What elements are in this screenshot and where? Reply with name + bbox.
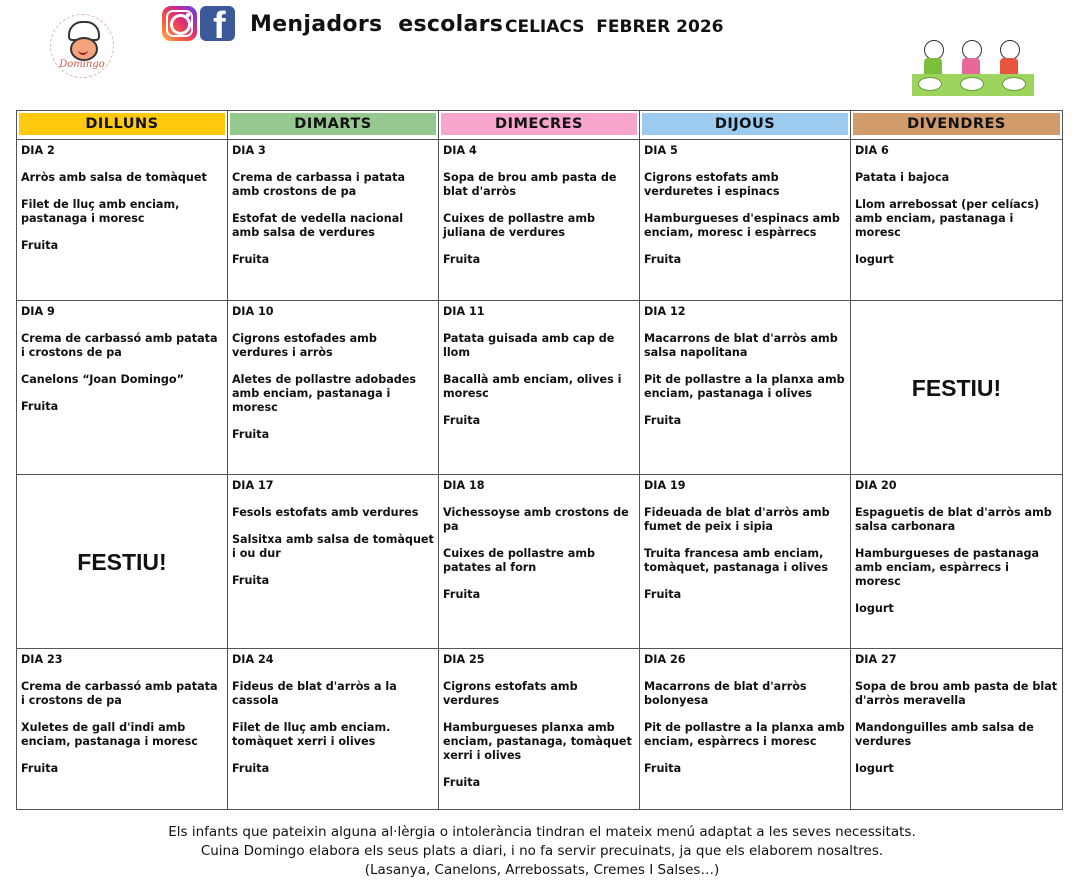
- dish-item: Fruita: [232, 762, 270, 775]
- chef-logo-icon: [50, 14, 114, 78]
- logo-text: Domingo: [59, 59, 105, 70]
- dish-item: Fruita: [21, 400, 59, 413]
- dish-item: Fruita: [644, 253, 682, 266]
- weekday-header-dimarts: DIMARTS: [230, 113, 436, 135]
- day-cell: [17, 649, 228, 810]
- dish-item: Cuixes de pollastre amb patates al forn: [443, 547, 595, 574]
- week-row: [17, 301, 1063, 475]
- day-cell-content: [228, 649, 438, 809]
- day-number: DIA 6: [855, 144, 889, 157]
- footer-line-cooking: Cuina Domingo elabora els seus plats a diari, i no fa servir precuinats, ja que els elaborem nosaltres.: [200, 843, 884, 859]
- day-cell: [439, 301, 640, 475]
- day-cell-content: [228, 140, 438, 300]
- day-cell: [228, 140, 439, 301]
- dish-item: Fruita: [644, 588, 682, 601]
- dish-item: Truita francesa amb enciam, tomàquet, pastanaga i olives: [644, 547, 828, 574]
- day-number: DIA 18: [443, 479, 485, 492]
- dish-item: Fideuada de blat d'arròs amb fumet de peix i sipia: [644, 506, 830, 533]
- day-cell-content: [640, 649, 850, 809]
- week-row: [17, 475, 1063, 649]
- facebook-icon[interactable]: f: [200, 6, 235, 41]
- day-cell-content: [17, 649, 227, 809]
- instagram-icon[interactable]: [162, 6, 197, 41]
- day-cell-content: [851, 475, 1062, 648]
- weekday-header-dimecres: DIMECRES: [441, 113, 637, 135]
- weekday-header-divendres: DIVENDRES: [853, 113, 1060, 135]
- dish-item: Iogurt: [855, 253, 894, 266]
- day-number: DIA 3: [232, 144, 266, 157]
- dish-item: Fruita: [443, 588, 481, 601]
- holiday-label: FESTIU!: [77, 548, 167, 575]
- dish-item: Pit de pollastre a la planxa amb enciam, espàrrecs i moresc: [644, 721, 845, 748]
- day-cell: [640, 475, 851, 649]
- day-number: DIA 5: [644, 144, 678, 157]
- day-cell: [439, 475, 640, 649]
- day-number: DIA 12: [644, 305, 686, 318]
- dish-item: Crema de carbassó amb patata i crostons de pa: [21, 680, 218, 707]
- day-cell-content: [17, 301, 227, 474]
- dish-item: Macarrons de blat d'arròs amb salsa napolitana: [644, 332, 838, 359]
- dish-item: Pit de pollastre a la planxa amb enciam, pastanaga i olives: [644, 373, 845, 400]
- day-cell: [640, 649, 851, 810]
- day-cell-content: [228, 301, 438, 474]
- footer-note: [0, 823, 1084, 880]
- day-number: DIA 9: [21, 305, 55, 318]
- day-number: DIA 24: [232, 653, 274, 666]
- dish-item: Estofat de vedella nacional amb salsa de verdures: [232, 212, 404, 239]
- day-cell-content: [439, 301, 639, 474]
- footer-line-allergy: Els infants que pateixin alguna al·lèrgia o intolerància tindran el mateix menú adaptat a les seves necessitats.: [168, 824, 916, 840]
- dish-item: Sopa de brou amb pasta de blat d'arròs meravella: [855, 680, 1058, 707]
- dish-item: Filet de lluç amb enciam, pastanaga i moresc: [21, 198, 180, 225]
- dish-item: Bacallà amb enciam, olives i moresc: [443, 373, 622, 400]
- day-cell: [439, 649, 640, 810]
- dish-item: Cigrons estofades amb verdures i arròs: [232, 332, 377, 359]
- day-cell: [17, 301, 228, 475]
- dish-item: Fruita: [644, 762, 682, 775]
- dish-item: Fruita: [21, 239, 59, 252]
- page-title: Menjadors escolars: [250, 12, 504, 37]
- dish-item: Filet de lluç amb enciam. tomàquet xerri i olives: [232, 721, 391, 748]
- page-subtitle: CELIACS FEBRER 2026: [505, 17, 724, 37]
- dish-item: Sopa de brou amb pasta de blat d'arròs: [443, 171, 617, 198]
- day-cell-content: [17, 140, 227, 300]
- dish-item: Patata i bajoca: [855, 171, 950, 184]
- dish-item: Salsitxa amb salsa de tomàquet i ou dur: [232, 533, 434, 560]
- dish-item: Hamburgueses planxa amb enciam, pastanaga, tomàquet xerri i olives: [443, 721, 632, 762]
- day-cell: [439, 140, 640, 301]
- week-row: [17, 649, 1063, 810]
- week-row: [17, 140, 1063, 301]
- dish-item: Fruita: [232, 428, 270, 441]
- day-cell: [17, 475, 228, 649]
- dish-item: Cigrons estofats amb verduretes i espinacs: [644, 171, 780, 198]
- dish-item: Fruita: [443, 776, 481, 789]
- day-cell: [228, 475, 439, 649]
- day-cell: [640, 140, 851, 301]
- dish-item: Macarrons de blat d'arròs bolonyesa: [644, 680, 807, 707]
- dish-item: Fruita: [21, 762, 59, 775]
- weekday-header-row: [17, 111, 1063, 140]
- day-cell-content: [640, 140, 850, 300]
- day-number: DIA 10: [232, 305, 274, 318]
- day-cell-content: [439, 140, 639, 300]
- day-number: DIA 4: [443, 144, 477, 157]
- dish-item: Xuletes de gall d'indi amb enciam, pastanaga i moresc: [21, 721, 198, 748]
- dish-item: Canelons “Joan Domingo”: [21, 373, 184, 386]
- day-cell-content: [851, 140, 1062, 300]
- day-cell-content: [640, 301, 850, 474]
- dish-item: Cigrons estofats amb verdures: [443, 680, 578, 707]
- dish-item: Fruita: [443, 414, 481, 427]
- dish-item: Espaguetis de blat d'arròs amb salsa carbonara: [855, 506, 1052, 533]
- dish-item: Fruita: [232, 253, 270, 266]
- dish-item: Hamburgueses de pastanaga amb enciam, espàrrecs i moresc: [855, 547, 1040, 588]
- menu-calendar: [16, 110, 1063, 810]
- day-number: DIA 11: [443, 305, 485, 318]
- dish-item: Fruita: [644, 414, 682, 427]
- footer-line-examples: (Lasanya, Canelons, Arrebossats, Cremes I Salses…): [364, 862, 720, 878]
- weekday-header-dilluns: DILLUNS: [19, 113, 225, 135]
- dish-item: Fideus de blat d'arròs a la cassola: [232, 680, 397, 707]
- day-cell: [228, 649, 439, 810]
- day-cell-content: [228, 475, 438, 648]
- day-number: DIA 19: [644, 479, 686, 492]
- dish-item: Fesols estofats amb verdures: [232, 506, 419, 519]
- day-cell: [851, 140, 1063, 301]
- day-cell-content: [17, 475, 227, 648]
- dish-item: Mandonguilles amb salsa de verdures: [855, 721, 1034, 748]
- day-number: DIA 20: [855, 479, 897, 492]
- dish-item: Vichessoyse amb crostons de pa: [443, 506, 629, 533]
- dish-item: Arròs amb salsa de tomàquet: [21, 171, 207, 184]
- day-cell: [228, 301, 439, 475]
- holiday-label: FESTIU!: [911, 374, 1002, 401]
- day-cell: [851, 649, 1063, 810]
- day-cell: [17, 140, 228, 301]
- dish-item: Cuixes de pollastre amb juliana de verdures: [443, 212, 595, 239]
- dish-item: Fruita: [443, 253, 481, 266]
- day-cell-content: [640, 475, 850, 648]
- dish-item: Crema de carbassa i patata amb crostons de pa: [232, 171, 406, 198]
- day-number: DIA 26: [644, 653, 686, 666]
- dish-item: Patata guisada amb cap de llom: [443, 332, 615, 359]
- day-cell-content: [439, 475, 639, 648]
- weekday-header-dijous: DIJOUS: [642, 113, 848, 135]
- dish-item: Iogurt: [855, 602, 894, 615]
- day-number: DIA 2: [21, 144, 55, 157]
- dish-item: Fruita: [232, 574, 270, 587]
- day-cell: [851, 475, 1063, 649]
- day-cell-content: [439, 649, 639, 809]
- day-cell: [640, 301, 851, 475]
- day-cell-content: [851, 649, 1062, 809]
- day-number: DIA 25: [443, 653, 485, 666]
- dish-item: Iogurt: [855, 762, 894, 775]
- day-number: DIA 27: [855, 653, 897, 666]
- day-number: DIA 23: [21, 653, 63, 666]
- day-cell-content: [851, 301, 1062, 474]
- day-cell: [851, 301, 1063, 475]
- dish-item: Crema de carbassó amb patata i crostons de pa: [21, 332, 218, 359]
- day-number: DIA 17: [232, 479, 274, 492]
- dish-item: Aletes de pollastre adobades amb enciam, pastanaga i moresc: [232, 373, 417, 414]
- children-dining-icon: [912, 36, 1034, 98]
- dish-item: Hamburgueses d'espinacs amb enciam, moresc i espàrrecs: [644, 212, 840, 239]
- dish-item: Llom arrebossat (per celíacs) amb enciam, pastanaga i moresc: [855, 198, 1040, 239]
